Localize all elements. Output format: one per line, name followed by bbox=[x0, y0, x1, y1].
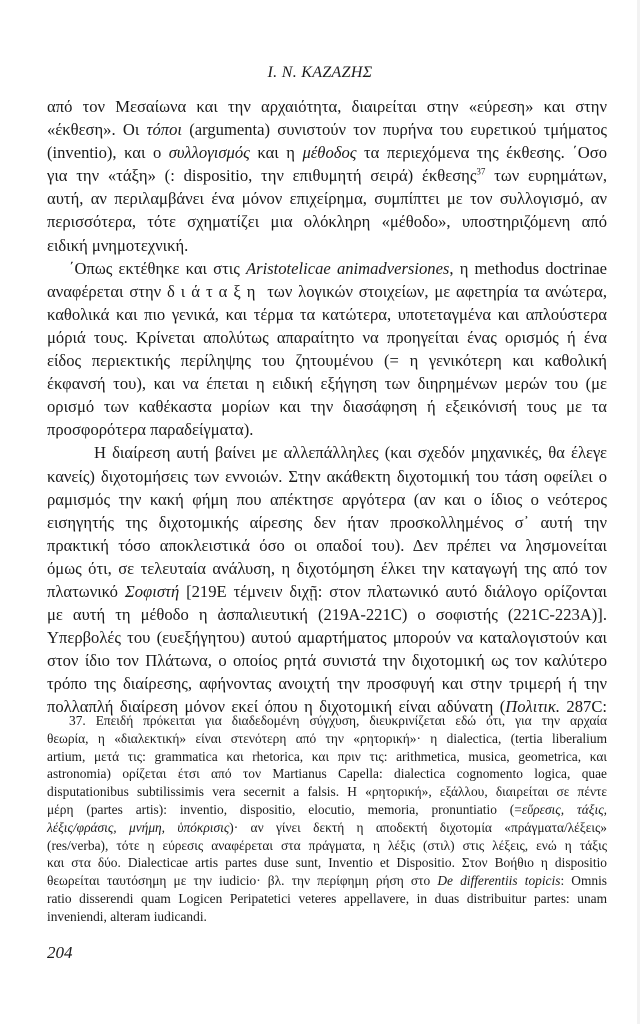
text-run: [219E τέμνειν διχῇ: στον πλατωνικό αυτό διάλογο ορίζονται bbox=[179, 581, 607, 601]
body-text-line-text: στον ίδιο τον Πλάτωνα, ο οποίος ρητά συνιστά την διχοτομική ως τον καλύτερο bbox=[47, 651, 607, 671]
italic-text: μέθοδος bbox=[302, 143, 357, 163]
footnote-line-text bbox=[47, 819, 607, 837]
text-run: των ευρημάτων, bbox=[485, 166, 607, 186]
italic-text: τόποι bbox=[146, 120, 182, 140]
body-text-line-text: ορισμό των καθέκαστα μορίων και την διασάφηση ή εξεικόνισή τους με τα bbox=[47, 397, 607, 417]
body-text-line bbox=[47, 372, 607, 395]
body-text-line-text: εισηγητής της διχοτομικής αίρεσης δεν ήταν προσκολλημένος σ᾽ αυτή την bbox=[47, 512, 607, 532]
footnote-line-text: (res/verba), τότε η εύρεσις αναφέρεται στα πράγματα, η λέξις (στιλ) στις λέξεις, ενώ η τάξις bbox=[47, 837, 607, 853]
body-text-line bbox=[47, 210, 607, 233]
footnote-line-text: inveniendi, alteram iudicandi. bbox=[47, 908, 207, 924]
body-text-line bbox=[47, 303, 607, 326]
body-text-line-text: από τον Μεσαίωνα και την αρχαιότητα, διαιρείται στην «εύρεση» και στην bbox=[47, 97, 607, 116]
text-run: (inventio), και ο bbox=[47, 143, 169, 163]
footnote-line-text: artium, μετά τις: grammatica και rhetorica, και πριν τις: arithmetica, musica, geometrica, και bbox=[47, 748, 607, 764]
text-run: (argumenta) συνιστούν τον πυρήνα του ευρετικού τμήματος bbox=[182, 120, 608, 140]
body-text-line-text: είδος περιεκτικής περίληψης του ζητουμένου (= η γενικότερη και καθολική bbox=[47, 351, 607, 371]
body-text-line bbox=[47, 488, 607, 511]
footnote-line bbox=[47, 819, 607, 837]
body-text-line-text bbox=[69, 257, 607, 280]
footnotes bbox=[47, 712, 607, 926]
footnote-line-text: disputationibus subtilissimis vera secernit a falsis. Η «ρητορική», εξάλλου, διαιρείται σε πέντε bbox=[47, 784, 607, 800]
body-text-line bbox=[47, 649, 607, 672]
body-text-line-text: Η διαίρεση αυτή βαίνει με αλλεπάλληλες (και σχεδόν μηχανικές, θα έλεγε bbox=[94, 443, 607, 463]
body-text-line bbox=[47, 118, 607, 141]
body-text-line bbox=[47, 95, 607, 118]
italic-text: Aristotelicae animadversiones bbox=[245, 258, 450, 278]
body-text-line-text: προσφορότερα παραδείγματα). bbox=[47, 420, 254, 440]
body-text-line-text: αυτή, αν περιλαμβάνει ένα μόνον επιχείρημα, συμπίπτει με τον συλλογισμό, αν bbox=[47, 189, 607, 209]
footnote-line bbox=[47, 854, 607, 872]
text-run: 287C: bbox=[560, 697, 607, 717]
footnote-line bbox=[47, 801, 607, 819]
text-run: και η bbox=[249, 143, 303, 163]
body-text-line bbox=[47, 187, 607, 210]
footnote-line bbox=[47, 765, 607, 783]
body-text-line bbox=[47, 511, 607, 534]
body-text-line bbox=[47, 257, 607, 280]
main-text bbox=[47, 95, 607, 719]
body-text-line bbox=[47, 141, 607, 164]
text-run: πλατωνικό bbox=[47, 581, 125, 601]
footnote-line bbox=[47, 730, 607, 748]
footnote-line bbox=[47, 748, 607, 766]
spaced-emphasis-text: διάταξη bbox=[166, 281, 262, 301]
text-run: μέρη (partes artis): inventio, dispositio, elocutio, memoria, pronuntiatio (= bbox=[47, 801, 522, 817]
footnote-line-text: 37. Επειδή πρόκειται για διαδεδομένη σύγχυση, διευκρινίζεται εδώ ότι, για την αρχαία bbox=[69, 713, 607, 728]
body-text-line bbox=[47, 441, 607, 464]
body-text-line-text bbox=[47, 164, 607, 187]
footnote-line bbox=[47, 872, 607, 890]
footnote-line-text: και στα δύο. Dialecticae artis partes duse sunt, Inventio et Dispositio. Στον Βοήθιο η dispositio bbox=[47, 855, 607, 871]
body-text-line bbox=[47, 534, 607, 557]
page-number: 204 bbox=[47, 943, 73, 962]
footnote-line bbox=[47, 890, 607, 908]
body-text-line bbox=[47, 164, 607, 187]
body-text-line bbox=[47, 418, 607, 441]
footnote-line-text bbox=[47, 872, 607, 890]
text-run: «έκθεση». Οι bbox=[47, 120, 147, 140]
body-text-line-text: έκφανσή του), και να έπεται η ειδική εξήγηση των διηρημένων μερών του (με bbox=[47, 374, 607, 394]
body-text-line bbox=[47, 557, 607, 580]
body-text-line bbox=[47, 280, 607, 303]
body-text-line bbox=[47, 349, 607, 372]
footnote-line-text bbox=[47, 801, 607, 819]
footnote-line-text: θεωρία, η «διαλεκτική» είναι στενότερη από την «ρητορική»· η dialectica, (tertia liberalium bbox=[47, 730, 607, 746]
footnote-line-text: ratio disserendi quam Logicen Peripatetici veteres appellavere, in duas distribuitur partes: unam bbox=[47, 890, 607, 906]
body-text-line bbox=[47, 580, 607, 603]
body-text-line-text bbox=[47, 580, 607, 603]
body-text-line-text: τρόπο της διαίρεσης, αφήνοντας ανοιχτή την προσφυγή και στην τριμερή ή την bbox=[47, 674, 607, 694]
text-run: αναφέρεται στην bbox=[47, 281, 167, 301]
body-text-line-text: καθολικά και πιο γενικά, και τέρμα τα κατώτερα, υποτεταγμένα και απλούστερα bbox=[47, 304, 607, 324]
body-text-line-text: πρακτική τόσο αποκλειστικά όσο οι οπαδοί του). Δεν πρέπει να λησμονείται bbox=[47, 535, 607, 555]
italic-text: De differentiis topicis bbox=[437, 873, 561, 889]
body-text-line-text: με αυτή τη μέθοδο η ἀσπαλιευτική (219A-221C) ο σοφιστής (221C-223A)]. bbox=[47, 605, 607, 625]
text-run: θεωρείται ταυτόσημη με την iudicio· βλ. την περίφημη ρήση στο bbox=[47, 873, 438, 889]
body-text-line bbox=[47, 626, 607, 649]
italic-text: συλλογισμός bbox=[168, 143, 250, 163]
italic-text: Σοφιστή bbox=[124, 581, 180, 601]
text-run: τα περιεχόμενα της έκθεσης. ΄Οσο bbox=[356, 143, 607, 163]
body-text-line-text: Υπερβολές του (ευεξήγητου) αυτού αμαρτήματος μπορούν να καταλογιστούν και bbox=[47, 628, 607, 648]
footnote-line bbox=[47, 837, 607, 855]
footnote-line bbox=[47, 908, 607, 926]
italic-text: εὕρεσις, τάξις, bbox=[521, 801, 607, 817]
text-run: των λογικών στοιχείων, με αφετηρία τα ανώτερα, bbox=[261, 281, 607, 301]
footnote-reference[interactable]: 37 bbox=[476, 166, 486, 177]
italic-text: Πολιτικ. bbox=[505, 697, 561, 717]
body-text-line-text bbox=[47, 118, 607, 141]
text-run: : Omnis bbox=[560, 873, 607, 889]
body-text-line-text bbox=[47, 280, 607, 303]
body-text-line bbox=[47, 672, 607, 695]
text-run: )· αν γίνει δεκτή η αποδεκτή διχοτομία «πράγματα/λέξεις» bbox=[229, 819, 607, 835]
text-run: ΄Οπως εκτέθηκε και στις bbox=[69, 258, 246, 278]
body-text-line bbox=[47, 395, 607, 418]
body-text-line bbox=[47, 234, 607, 257]
body-text-line bbox=[47, 465, 607, 488]
body-text-line-text: περισσότερα, τότε σχηματίζει μια ολόκληρη «μέθοδο», υποστηριζόμενη από bbox=[47, 212, 607, 232]
body-text-line-text: ειδική μνημοτεχνική. bbox=[47, 235, 189, 255]
body-text-line-text: όμως ότι, σε τελευταία ανάλυση, η διχοτόμηση έλκει την καταγωγή της από τον bbox=[47, 558, 607, 578]
body-text-line-text: κανείς) διχοτομήσεις των εννοιών. Στην ακάθεκτη διχοτομική του τάση οφείλει ο bbox=[47, 466, 607, 486]
text-run: για την «τάξη» (: dispositio, την επιθυμητή σειρά) έκθεσης bbox=[47, 166, 477, 186]
footnote-line bbox=[47, 783, 607, 801]
body-text-line-text: μόριά τους. Κρίνεται απολύτως απαραίτητο να προηγείται ένας ορισμός ή ένα bbox=[47, 327, 607, 347]
body-text-line-text: ραμισμός την κακή φήμη που απέκτησε αργότερα (αν και ο ίδιος ο νεότερος bbox=[47, 489, 607, 509]
italic-text: λέξις/φράσις, μνήμη, ὑπόκρισις bbox=[47, 819, 230, 835]
running-head: I. N. ΚΑΖΑΖΗΣ bbox=[267, 64, 373, 81]
body-text-line bbox=[47, 603, 607, 626]
text-run: , η methodus doctrinae bbox=[449, 258, 607, 278]
body-text-line bbox=[47, 326, 607, 349]
text-run: πολλαπλή διαίρεση μόνον εκεί όπου η διχοτομική είναι αδύνατη ( bbox=[47, 697, 506, 717]
footnote-line bbox=[47, 712, 607, 730]
body-text-line-text bbox=[47, 141, 607, 164]
footnote-line-text: astronomia) ορίζεται έτσι από τον Martianus Capella: dialectica cognomento logica, quae bbox=[47, 766, 607, 782]
